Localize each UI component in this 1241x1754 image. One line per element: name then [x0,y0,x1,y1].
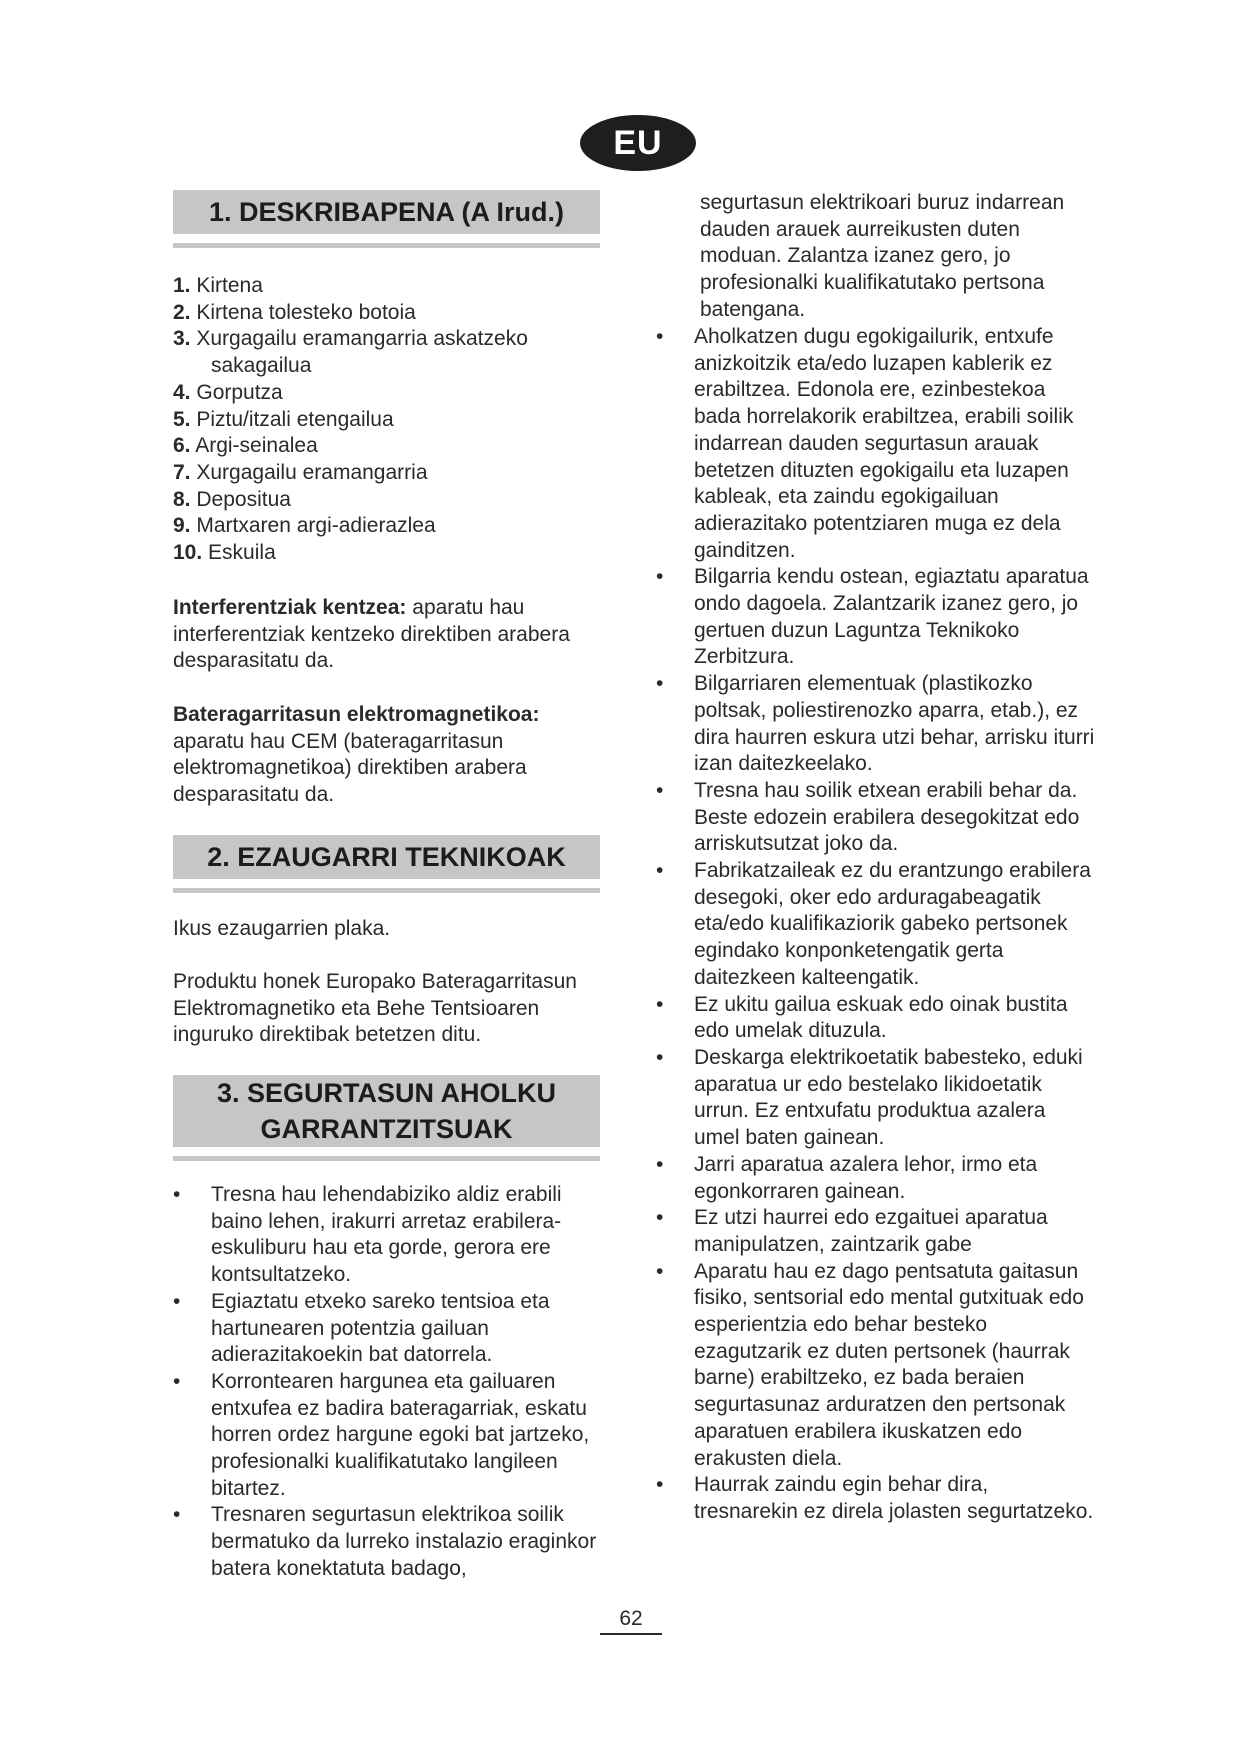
section-2-heading [173,835,600,879]
list-item: 8. Depositua [173,487,291,511]
list-item: • Tresna hau soilik etxean erabili behar da. Beste edozein erabilera desegokitzat edo arriskutsutzat joko da. [656,778,1096,858]
safety-list-right [656,324,1096,1526]
list-item: • Korrontearen hargunea eta gailuaren entxufea ez badira bateragarriak, eskatu horren ordez hargune egoki bat jartzeko, profesionalki kualifikatutako langileen bitartez. [173,1369,600,1503]
list-item: • Tresnaren segurtasun elektrikoa soilik bermatuko da lurreko instalazio eraginkor batera konektatuta badago, [173,1502,600,1582]
list-item: 1. Kirtena [173,274,263,297]
list-item: • Deskarga elektrikoetatik babesteko, eduki aparatua ur edo bestelako likidoetatik urrun. Ez entxufatu produktua azalera umel baten gainean. [656,1045,1096,1152]
list-item: • Jarri aparatua azalera lehor, irmo eta egonkorraren gainean. [656,1152,1096,1205]
list-item: • Bilgarria kendu ostean, egiaztatu aparatua ondo dagoela. Zalantzarik izanez gero, jo gertuen duzun Laguntza Teknikoko Zerbitzura. [656,564,1096,671]
list-item: • Fabrikatzaileak ez du erantzungo erabilera desegoki, oker edo arduragabeagatik eta/edo kualifikaziorik gabeko pertsonek egindako konponketengatik gerta daitezkeen kalteengatik. [656,858,1096,992]
list-item: 2. Kirtena tolesteko botoia [173,300,416,324]
section-1-heading-text: 1. DESKRIBAPENA (A Irud.) [208,197,565,227]
list-item: • Egiaztatu etxeko sareko tentsioa eta hartunearen potentzia gailuan adierazitakoekin bat datorrela. [173,1289,600,1369]
list-item: 9. Martxaren argi-adierazlea [173,514,436,538]
list-item: 4. Gorputza [173,380,283,404]
section-3-heading-line-2: GARRANTZITSUAK [260,1114,513,1144]
section-2-heading-text: 2. EZAUGARRI TEKNIKOAK [207,842,566,872]
list-item: 5. Piztu/itzali etengailua [173,407,394,431]
list-item: • Aparatu hau ez dago pentsatuta gaitasun fisiko, sentsorial edo mental gutxituak edo esperientzia edo behar besteko ezagutzarik ez duten pertsonek (haurrak barne) erabiltzeko, ez bada beraien segurtasunaz arduratzen den pertsonak aparatuen erabilera ikuskatzen edo erakusten diela. [656,1259,1096,1473]
page-number: 62 [600,1607,662,1635]
list-item: 10. Eskuila [173,541,276,565]
section-3-heading-line-1: 3. SEGURTASUN AHOLKU [216,1078,557,1108]
section-3-heading [173,1075,600,1147]
section-2-paragraph-1: Ikus ezaugarrien plaka. [173,917,391,940]
section-2-paragraph-2: Produktu honek Europako Bateragarritasun Elektromagnetiko eta Behe Tentsioaren inguruko direktibak betetzen ditu. [173,970,577,1047]
list-item: • Bilgarriaren elementuak (plastikozko poltsak, poliestirenozko aparra, etab.), ez dira haurren eskura utzi behar, arrisku iturri izan daitezkeelako. [656,671,1096,778]
list-item: 7. Xurgagailu eramangarria [173,460,428,484]
list-item: 6. Argi-seinalea [173,434,318,458]
emc-paragraph: Bateragarritasun elektromagnetikoa: aparatu hau CEM (bateragarritasun elektromagnetikoa) direktiben arabera desparasitatu da. [173,703,540,807]
list-item: • Aholkatzen dugu egokigailurik, entxufe anizkoitzik eta/edo luzapen kablerik ez erabiltzea. Edonola ere, ezinbestekoa bada horrelakorik erabiltzea, erabili soilik indarrean dauden segurtasun arauak betetzen dituzten egokigailu eta luzapen kableak, eta zaindu egokigailuan adierazitako potentziaren muga ez dela gainditzen. [656,324,1096,564]
list-item: 3. Xurgagailu eramangarria askatzeko sakagailua [173,327,528,378]
safety-list-left [173,1182,600,1583]
language-badge: EU [580,115,696,171]
interference-paragraph: Interferentziak kentzea: aparatu hau interferentziak kentzeko direktiben arabera desparasitatu da. [173,596,570,673]
list-item: • Haurrak zaindu egin behar dira, tresnarekin ez direla jolasten segurtatzeko. [656,1472,1096,1525]
list-item: • Ez ukitu gailua eskuak edo oinak bustita edo umelak dituzula. [656,992,1096,1045]
section-1-heading [173,190,600,234]
list-item: • Ez utzi haurrei edo ezgaituei aparatua manipulatzen, zaintzarik gabe [656,1205,1096,1258]
safety-continuation: segurtasun elektrikoari buruz indarrean dauden arauek aurreikusten duten moduan. Zalantza izanez gero, jo profesionalki kualifikatutako pertsona batengana. [700,191,1065,321]
list-item: • Tresna hau lehendabiziko aldiz erabili baino lehen, irakurri arretaz erabilera-eskuliburu hau eta gorde, gerora ere kontsultatzeko. [173,1182,600,1289]
parts-list [173,273,528,567]
